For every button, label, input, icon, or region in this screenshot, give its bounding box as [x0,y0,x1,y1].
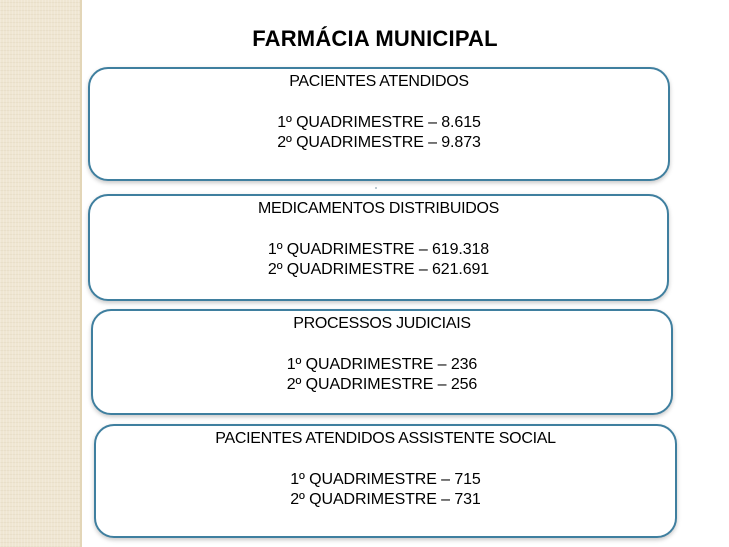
card-line-q1: 1º QUADRIMESTRE – 8.615 [277,114,481,131]
card-line-q2: 2º QUADRIMESTRE – 9.873 [277,134,481,151]
card-heading: PACIENTES ATENDIDOS [289,73,469,90]
card-line-q2: 2º QUADRIMESTRE – 256 [286,376,478,393]
card-line-q1: 1º QUADRIMESTRE – 619.318 [267,241,490,258]
side-band-divider [80,0,82,547]
card-line-q2: 2º QUADRIMESTRE – 621.691 [267,261,490,278]
stray-dot [375,187,377,189]
card-line-q1: 1º QUADRIMESTRE – 715 [290,471,481,488]
decorative-side-band [0,0,80,547]
card-processos-judiciais [91,309,673,415]
card-heading: MEDICAMENTOS DISTRIBUIDOS [257,200,500,217]
card-pacientes-atendidos [88,67,670,181]
card-medicamentos-distribuidos [88,194,669,301]
card-pacientes-assistente-social [94,424,677,538]
card-heading: PACIENTES ATENDIDOS ASSISTENTE SOCIAL [215,430,556,447]
card-line-q1: 1º QUADRIMESTRE – 236 [286,356,478,373]
card-line-q2: 2º QUADRIMESTRE – 731 [290,491,481,508]
card-heading: PROCESSOS JUDICIAIS [293,315,471,332]
page-title: FARMÁCIA MUNICIPAL [252,26,498,51]
